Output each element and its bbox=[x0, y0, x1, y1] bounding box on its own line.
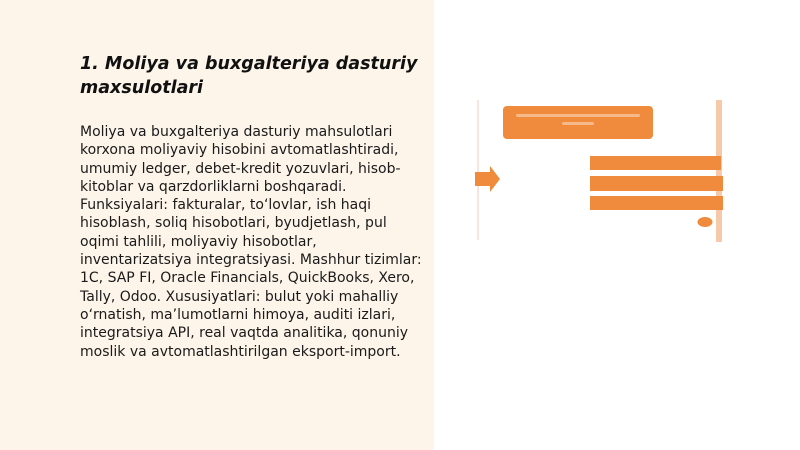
diagram-arrow-icon bbox=[475, 166, 500, 192]
diagram bbox=[470, 95, 730, 250]
diagram-top-box-text-line bbox=[562, 122, 594, 125]
diagram-bar-3 bbox=[590, 196, 723, 210]
slide-body-text: Moliya va buxgalteriya dasturiy mahsulotlari korxona moliyaviy hisobini avtomatlashtiradi, umumiy ledger, debet-kredit yozuvlari, hisob-kitoblar va qarzdorliklarni boshqaradi. Funksiyalari: fakturalar, to‘lovlar, ish haqi hisoblash, soliq hisobotlari, byudjetlash, pul oqimi tahlili, moliyaviy hisobotlar, inventarizatsiya integratsiyasi. Mashhur tizimlar: 1C, SAP FI, Oracle Financials, QuickBooks, Xero, Tally, Odoo. Xususiyatlari: bulut yoki mahalliy o‘rnatish, ma’lumotlarni himoya, auditi izlari, integratsiya API, real vaqtda analitika, qonuniy moslik va avtomatlashtirilgan eksport-import. bbox=[80, 124, 422, 360]
slide-title: 1. Moliya va buxgalteriya dasturiy maxsulotlari bbox=[80, 54, 418, 98]
diagram-top-box-text-line bbox=[516, 114, 640, 117]
diagram-graphic bbox=[470, 95, 730, 250]
diagram-right-bar bbox=[716, 100, 722, 242]
diagram-small-dot bbox=[698, 217, 713, 227]
diagram-bar-2 bbox=[590, 176, 723, 191]
diagram-bar-1 bbox=[590, 156, 721, 170]
